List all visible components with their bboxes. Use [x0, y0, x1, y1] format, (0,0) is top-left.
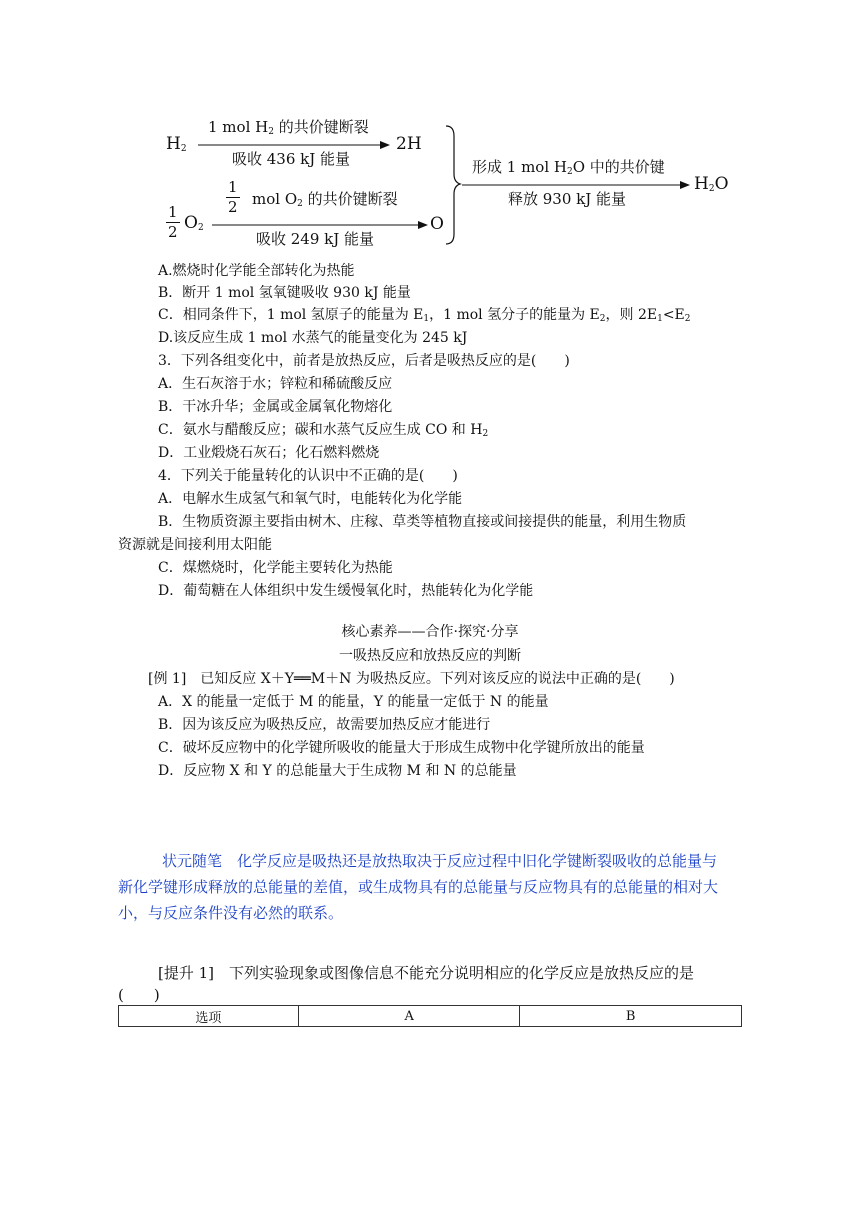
q2-option-b: B．断开 1 mol 氢氧键吸收 930 kJ 能量 — [158, 285, 411, 301]
product-o: O — [430, 214, 444, 234]
q4-option-b-line1: B．生物质资源主要指由树木、庄稼、草类等植物直接或间接提供的能量，利用生物质 — [158, 514, 687, 530]
example1-option-a: A．X 的能量一定低于 M 的能量，Y 的能量一定低于 N 的能量 — [158, 694, 549, 710]
half-fraction-left: $\frac{1}{2}$ — [168, 203, 178, 241]
q3-option-d: D．工业煅烧石灰石；化石燃料燃烧 — [158, 445, 380, 461]
table-header-a: A — [298, 1006, 520, 1027]
table-row — [119, 1006, 742, 1027]
top-arrow-energy: 吸收 436 kJ 能量 — [232, 150, 351, 168]
example1-option-d: D．反应物 X 和 Y 的总能量大于生成物 M 和 N 的总能量 — [158, 763, 517, 779]
q4-option-d: D．葡萄糖在人体组织中发生缓慢氧化时，热能转化为化学能 — [158, 583, 534, 599]
bottom-arrow-energy: 吸收 249 kJ 能量 — [256, 230, 375, 248]
section-title: 核心素养——合作·探究·分享 — [341, 624, 519, 640]
q2-option-d: D.该反应生成 1 mol 水蒸气的能量变化为 245 kJ — [158, 330, 468, 346]
q3-option-a: A．生石灰溶于水；锌粒和稀硫酸反应 — [158, 376, 393, 392]
bottom-arrow-label: mol $O_2$ 的共价键断裂 — [252, 190, 398, 209]
table-header-option: 选项 — [119, 1006, 299, 1027]
tip-note-line2: 新化学键形成释放的总能量的差值，或生成物具有的总能量与反应物具有的总能量的相对大 — [118, 878, 719, 896]
q3-option-b: B．干冰升华；金属或金属氧化物熔化 — [158, 399, 393, 415]
q4-option-c: C．煤燃烧时，化学能主要转化为热能 — [158, 560, 393, 576]
q3-stem: 3．下列各组变化中，前者是放热反应，后者是吸热反应的是( ) — [158, 353, 570, 369]
right-arrow-energy: 释放 930 kJ 能量 — [508, 190, 627, 208]
tip-note — [118, 848, 742, 926]
reactant-h2: $H_2$ — [166, 134, 187, 154]
q3-option-c: C．氨水与醋酸反应；碳和水蒸气反应生成 CO 和 $H_2$ — [158, 422, 489, 439]
q2-option-c: C．相同条件下，1 mol 氢原子的能量为 $E_1$，1 mol 氢分子的能量为 $E_2$，则 $2E_1<E_2$ — [158, 307, 691, 324]
table-header-b: B — [520, 1006, 742, 1027]
product-water: $H_2O$ — [694, 174, 729, 194]
options-table — [118, 1005, 742, 1027]
half-fraction-arrow: $\frac{1}{2}$ — [228, 178, 238, 216]
lift1-stem-line1: [提升 1] 下列实验现象或图像信息不能充分说明相应的化学反应是放热反应的是 — [158, 964, 695, 982]
product-2h: 2H — [396, 134, 422, 154]
q4-stem: 4．下列关于能量转化的认识中不正确的是( ) — [158, 468, 458, 484]
top-arrow-label: 1 mol $H_2$ 的共价键断裂 — [208, 118, 369, 137]
example1-stem: [例 1] 已知反应 X＋Y══M＋N 为吸热反应。下列对该反应的说法中正确的是( ) — [148, 671, 675, 687]
example1-option-c: C．破坏反应物中的化学键所吸收的能量大于形成生成物中化学键所放出的能量 — [158, 740, 645, 756]
reactant-o2: $O_2$ — [184, 213, 204, 233]
q4-option-a: A．电解水生成氢气和氧气时，电能转化为化学能 — [158, 491, 463, 507]
example1-option-b: B．因为该反应为吸热反应，故需要加热反应才能进行 — [158, 717, 491, 733]
q2-option-a: A.燃烧时化学能全部转化为热能 — [158, 263, 355, 279]
tip-note-line1: 状元随笔 化学反应是吸热还是放热取决于反应过程中旧化学键断裂吸收的总能量与 — [162, 852, 718, 870]
bond-energy-diagram — [160, 108, 750, 258]
section-subtitle: 一吸热反应和放热反应的判断 — [339, 648, 521, 664]
tip-note-line3: 小，与反应条件没有必然的联系。 — [118, 904, 344, 922]
lift1-stem-line2: ( ) — [118, 986, 160, 1004]
q4-option-b-line2: 资源就是间接利用太阳能 — [118, 537, 272, 553]
right-arrow-label: 形成 1 mol $H_2O$ 中的共价键 — [472, 158, 665, 177]
